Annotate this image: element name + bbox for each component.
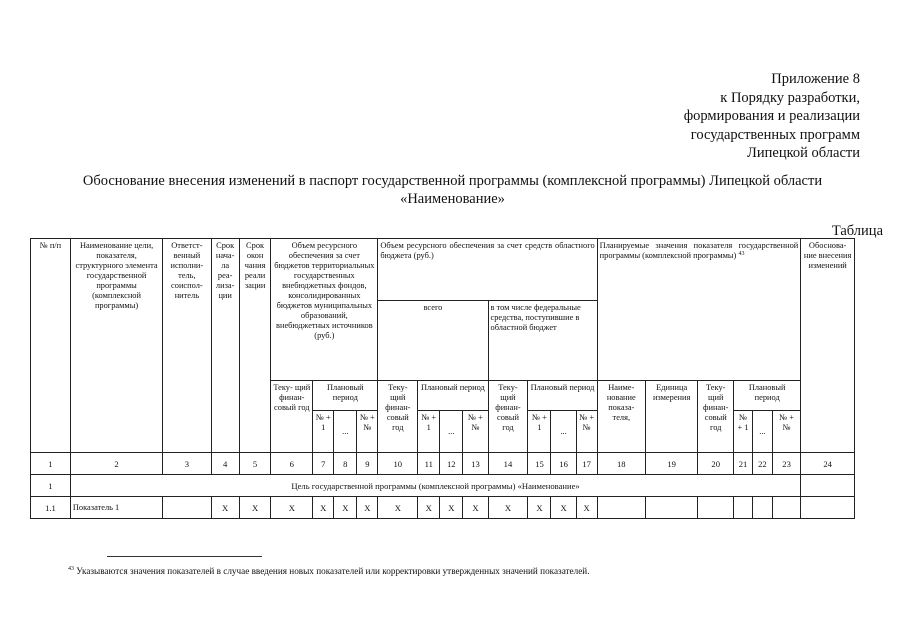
col-number: 24: [801, 453, 855, 475]
header-n-plus-1: № + 1: [734, 411, 753, 453]
col-number: 12: [440, 453, 463, 475]
header-total: всего: [378, 301, 488, 381]
header-territorial-funds: Объем ресурсного обеспечения за счет бюджетов территориальных государственных внебюджетных фондов, консолидированных бюджетов муниципальных образований, внебюджетных источников (руб.): [271, 239, 378, 381]
header-current-year-4: Теку- щий финан- совый год: [698, 381, 734, 453]
appendix-line: Липецкой области: [747, 145, 860, 162]
indicator-cell-x: Х: [551, 497, 576, 519]
col-number: 8: [334, 453, 357, 475]
col-number: 2: [70, 453, 162, 475]
header-n-plus-n: № + №: [357, 411, 378, 453]
indicator-cell-empty: [801, 497, 855, 519]
col-number: 4: [211, 453, 239, 475]
indicator-cell-empty: [734, 497, 753, 519]
header-planned-values: [597, 239, 801, 381]
header-responsible: Ответст- венный исполни- тель, соиспол- нитель: [163, 239, 211, 453]
indicator-cell-empty: [752, 497, 772, 519]
header-n-plus-n: № + №: [576, 411, 597, 453]
col-number: 21: [734, 453, 753, 475]
indicator-cell-x: Х: [463, 497, 488, 519]
header-planned-period-4: Плановый период: [734, 381, 801, 411]
header-ellipsis: ...: [752, 411, 772, 453]
indicator-row-name: Показатель 1: [70, 497, 162, 519]
document-title-line2: «Наименование»: [400, 191, 505, 207]
header-name: Наименование цели, показателя, структурного элемента государственной программы (комплексной программы): [70, 239, 162, 453]
indicator-cell-x: Х: [239, 497, 270, 519]
header-start-term: Срок нача- ла реа- лиза- ции: [211, 239, 239, 453]
indicator-cell-x: Х: [357, 497, 378, 519]
footnote-ref: 43: [738, 251, 745, 257]
header-ellipsis: ...: [334, 411, 357, 453]
col-number: 20: [698, 453, 734, 475]
col-number: 23: [772, 453, 800, 475]
header-federal-funds: в том числе федеральные средства, поступившие в областной бюджет: [488, 301, 597, 381]
header-current-year-2: Теку- щий финан- совый год: [378, 381, 418, 453]
header-planned-values-text: Планируемые значения показателя государственной программы (комплексной программы): [599, 241, 799, 260]
indicator-cell-x: Х: [576, 497, 597, 519]
appendix-header: [684, 70, 860, 163]
footnote: [68, 566, 590, 576]
indicator-cell-x: Х: [440, 497, 463, 519]
header-num: № п/п: [31, 239, 71, 453]
header-n-plus-n: № + №: [463, 411, 488, 453]
col-number: 18: [597, 453, 645, 475]
col-number: 6: [271, 453, 313, 475]
appendix-line: к Порядку разработки,: [720, 89, 860, 106]
goal-row-text: Цель государственной программы (комплексной программы) «Наименование»: [70, 475, 800, 497]
header-reason: Обоснова- ние внесения изменений: [801, 239, 855, 453]
indicator-cell-x: Х: [211, 497, 239, 519]
col-number: 5: [239, 453, 270, 475]
indicator-cell-x: Х: [488, 497, 528, 519]
col-number: 13: [463, 453, 488, 475]
header-n-plus-n: № + №: [772, 411, 800, 453]
header-n-plus-1: № + 1: [528, 411, 551, 453]
header-ellipsis: ...: [551, 411, 576, 453]
header-n-plus-1: № + 1: [313, 411, 334, 453]
goal-row-num: 1: [31, 475, 71, 497]
indicator-cell-empty: [645, 497, 697, 519]
indicator-cell-x: Х: [334, 497, 357, 519]
indicator-cell-x: Х: [313, 497, 334, 519]
col-number: 9: [357, 453, 378, 475]
indicator-row-num: 1.1: [31, 497, 71, 519]
indicator-cell-empty: [772, 497, 800, 519]
col-number: 16: [551, 453, 576, 475]
appendix-line: государственных программ: [690, 126, 860, 143]
appendix-line: формирования и реализации: [683, 108, 860, 125]
col-number: 19: [645, 453, 697, 475]
indicator-cell-x: Х: [271, 497, 313, 519]
document-title: [40, 172, 865, 208]
header-current-year-1: Теку- щий финан- совый год: [271, 381, 313, 453]
header-ellipsis: ...: [440, 411, 463, 453]
header-planned-period-2: Плановый период: [418, 381, 488, 411]
indicator-cell-x: Х: [418, 497, 440, 519]
indicator-cell-empty: [597, 497, 645, 519]
col-number: 11: [418, 453, 440, 475]
changes-table: [30, 238, 855, 519]
header-unit: Единица измерения: [645, 381, 697, 453]
indicator-cell-empty: [698, 497, 734, 519]
col-number: 14: [488, 453, 528, 475]
header-current-year-3: Теку- щий финан- совый год: [488, 381, 528, 453]
header-indicator-name: Наиме- нование показа- теля,: [597, 381, 645, 453]
col-number: 17: [576, 453, 597, 475]
indicator-cell-x: Х: [528, 497, 551, 519]
col-number: 15: [528, 453, 551, 475]
footnote-separator: [107, 556, 262, 557]
col-number: 22: [752, 453, 772, 475]
indicator-cell-empty: [163, 497, 211, 519]
col-number: 7: [313, 453, 334, 475]
indicator-cell-x: Х: [378, 497, 418, 519]
document-title-line1: Обоснование внесения изменений в паспорт государственной программы (комплексной программы) Липецкой области: [82, 173, 823, 189]
header-planned-period-1: Плановый период: [313, 381, 378, 411]
footnote-mark: 43: [68, 566, 74, 572]
col-number: 3: [163, 453, 211, 475]
header-end-term: Срок окон чания реали зации: [239, 239, 270, 453]
col-number: 1: [31, 453, 71, 475]
header-oblast-budget: Объем ресурсного обеспечения за счет средств областного бюджета (руб.): [378, 239, 597, 301]
goal-row-empty: [801, 475, 855, 497]
header-planned-period-3: Плановый период: [528, 381, 597, 411]
appendix-line: Приложение 8: [771, 71, 860, 87]
table-label: Таблица: [831, 223, 883, 239]
footnote-text: Указываются значения показателей в случае введения новых показателей или корректировки утвержденных значений показателей.: [76, 566, 590, 576]
col-number: 10: [378, 453, 418, 475]
header-n-plus-1: № + 1: [418, 411, 440, 453]
